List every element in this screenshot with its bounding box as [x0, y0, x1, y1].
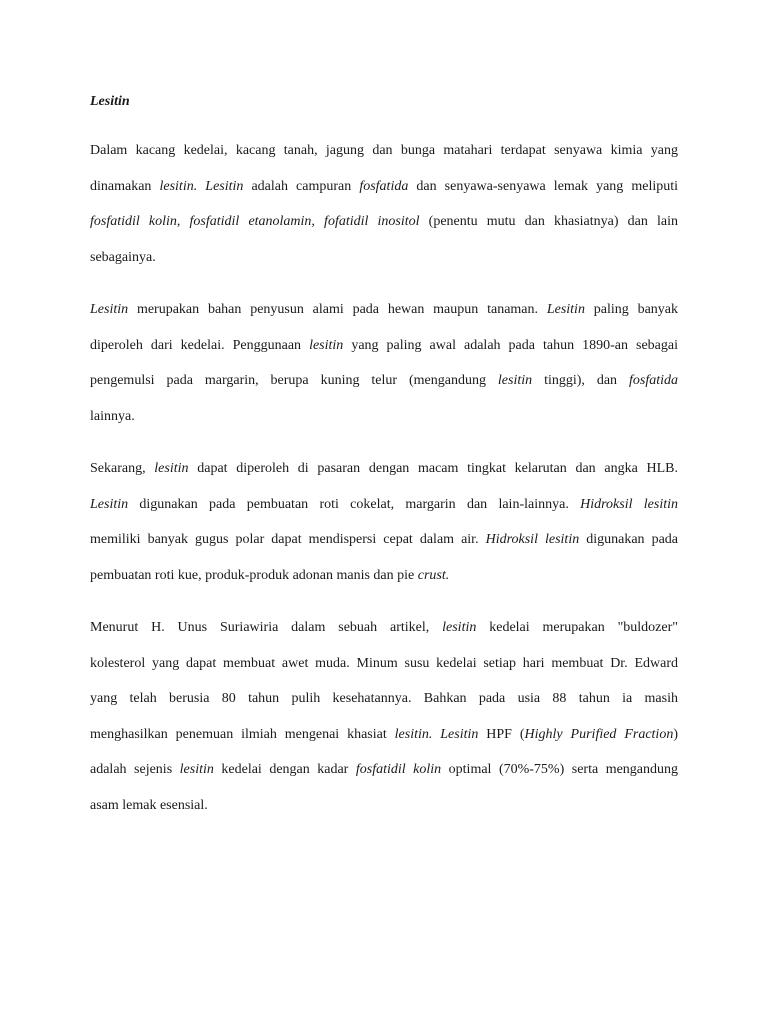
text-run: kedelai merupakan "buldozer"	[476, 620, 678, 635]
document-page	[90, 89, 678, 823]
text-line	[90, 292, 678, 328]
italic-term: lesitin	[154, 461, 189, 476]
text-run: merupakan bahan penyusun alami pada hewan maupun tanaman.	[128, 302, 547, 317]
text-run: dinamakan	[90, 178, 160, 194]
text-run: pembuatan roti kue, produk-produk adonan manis dan pie	[90, 567, 418, 583]
italic-term: Hidroksil lesitin	[485, 532, 580, 547]
text-line	[90, 451, 678, 487]
text-run: digunakan pada pembuatan roti cokelat, margarin dan lain-lainnya.	[128, 496, 581, 512]
text-line	[90, 487, 678, 523]
italic-term: Lesitin	[546, 302, 585, 317]
italic-term: lesitin	[179, 762, 214, 777]
text-run: dapat diperoleh di pasaran dengan macam tingkat kelarutan dan angka HLB.	[188, 461, 678, 476]
text-run: lainnya.	[90, 408, 135, 424]
text-line	[90, 328, 678, 364]
text-run: (penentu mutu dan khasiatnya) dan lain	[419, 214, 678, 229]
text-run: menghasilkan penemuan ilmiah mengenai khasiat	[90, 726, 395, 742]
text-line	[90, 752, 678, 788]
text-run: diperoleh dari kedelai. Penggunaan	[90, 337, 310, 353]
text-line	[90, 204, 678, 240]
italic-term: Lesitin	[90, 302, 129, 317]
text-run: )	[673, 726, 678, 742]
italic-term: Highly Purified Fraction	[524, 726, 674, 742]
italic-term: fosfatida	[359, 178, 409, 194]
text-run: Menurut H. Unus Suriawiria dalam sebuah artikel,	[90, 620, 443, 635]
text-line	[90, 610, 678, 646]
text-run: memiliki banyak gugus polar dapat mendispersi cepat dalam air.	[90, 532, 486, 547]
text-line	[90, 558, 678, 594]
text-run: kedelai dengan kadar	[213, 762, 356, 777]
italic-term: Lesitin	[90, 496, 129, 512]
text-line	[90, 646, 678, 682]
italic-term: lesitin	[442, 620, 477, 635]
text-run: yang paling awal adalah pada tahun 1890-an sebagai	[343, 337, 678, 353]
italic-term: Hidroksil lesitin	[580, 496, 678, 512]
text-run: kolesterol yang dapat membuat awet muda. Minum susu kedelai setiap hari membuat Dr. Edward	[90, 655, 678, 671]
italic-term: lesitin	[497, 373, 533, 388]
text-run: Dalam kacang kedelai, kacang tanah, jagung dan bunga matahari terdapat senyawa kimia yang	[90, 143, 678, 158]
italic-term: fosfatidil kolin	[355, 762, 442, 777]
italic-term: lesitin. Lesitin	[394, 726, 479, 742]
italic-term: fosfatidil kolin, fosfatidil etanolamin, fofatidil inositol	[90, 214, 420, 229]
text-line	[90, 399, 678, 435]
text-run: adalah sejenis	[90, 762, 180, 777]
text-line	[90, 717, 678, 753]
text-run: Sekarang,	[90, 461, 155, 476]
text-run: pengemulsi pada margarin, berupa kuning telur (mengandung	[90, 373, 498, 388]
italic-term: lesitin.	[159, 178, 198, 194]
italic-term: Lesitin	[205, 178, 244, 194]
text-run: paling banyak	[584, 302, 679, 317]
text-line	[90, 133, 678, 169]
text-line	[90, 788, 678, 824]
text-line	[90, 363, 678, 399]
text-run: asam lemak esensial.	[90, 797, 208, 813]
italic-term: lesitin	[309, 337, 344, 353]
paragraph	[90, 133, 678, 275]
text-run: sebagainya.	[90, 249, 156, 265]
document-heading: Lesitin	[90, 94, 130, 109]
document-body	[90, 133, 678, 823]
paragraph	[90, 451, 678, 593]
paragraph	[90, 292, 678, 434]
text-line	[90, 169, 678, 205]
text-line	[90, 240, 678, 276]
text-run: yang telah berusia 80 tahun pulih kesehatannya. Bahkan pada usia 88 tahun ia masih	[90, 691, 678, 706]
text-run: tinggi), dan	[532, 373, 629, 388]
text-line	[90, 681, 678, 717]
text-run: HPF (	[478, 726, 525, 742]
text-run: optimal (70%-75%) serta mengandung	[441, 762, 679, 777]
paragraph	[90, 610, 678, 823]
text-run: dan senyawa-senyawa lemak yang meliputi	[408, 178, 679, 194]
text-run: digunakan pada	[579, 532, 679, 547]
italic-term: fosfatida	[628, 373, 678, 388]
text-run: adalah campuran	[243, 178, 360, 194]
text-line	[90, 522, 678, 558]
italic-term: crust.	[417, 567, 450, 583]
